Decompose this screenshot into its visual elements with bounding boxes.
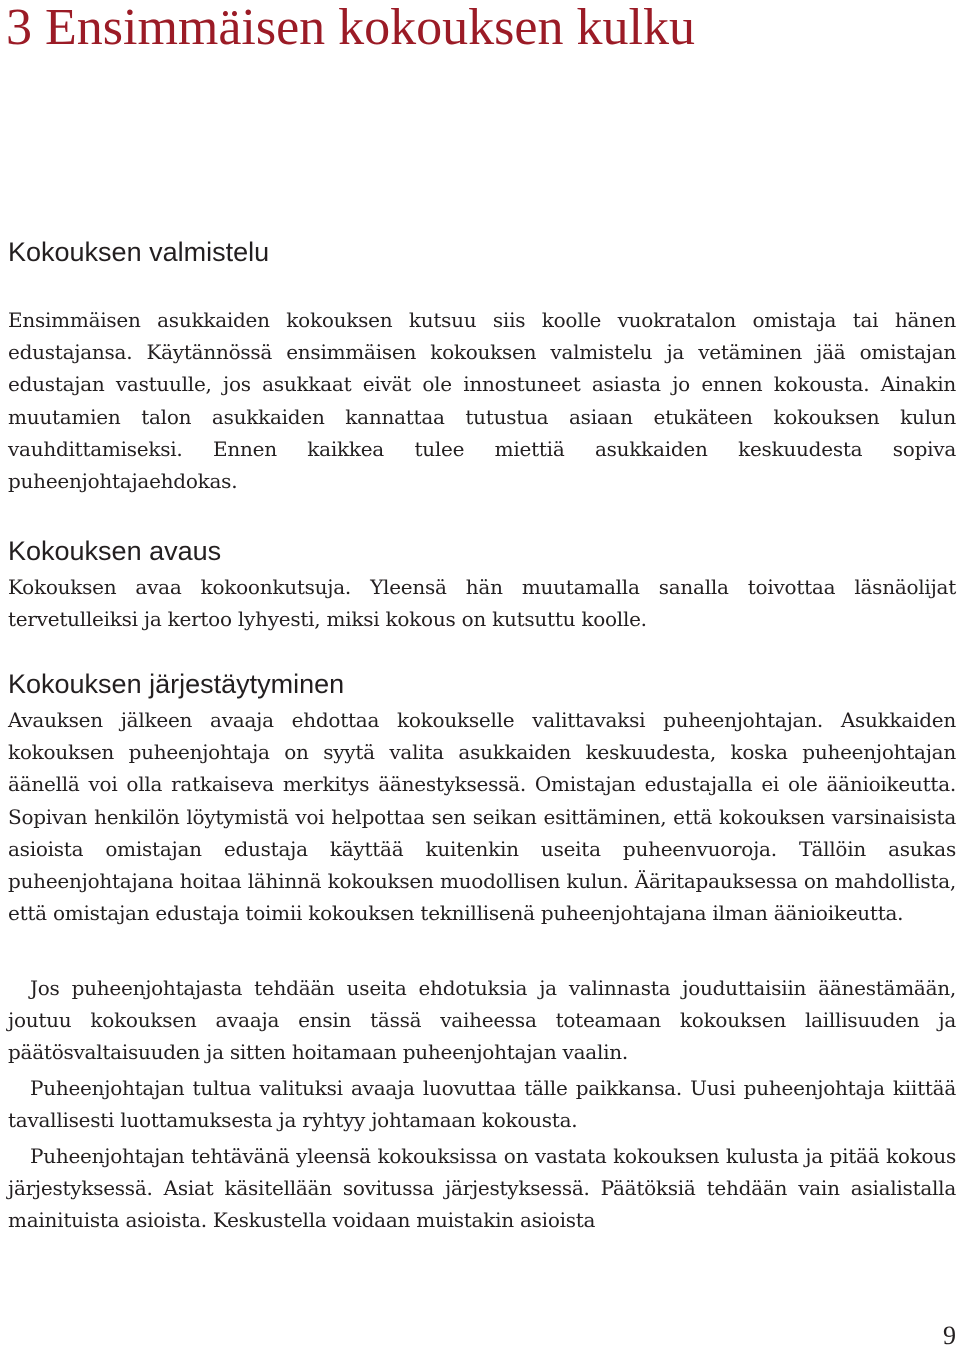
section-heading-jarjestaytyminen: Kokouksen järjestäytyminen <box>8 669 345 699</box>
chapter-title: 3 Ensimmäisen kokouksen kulku <box>6 0 695 56</box>
section-heading-valmistelu: Kokouksen valmistelu <box>8 237 270 267</box>
section-heading-avaus: Kokouksen avaus <box>8 536 222 566</box>
paragraph-avaus: Kokouksen avaa kokoonkutsuja. Yleensä hän muutamalla sanalla toivottaa läsnäolijat tervetulleiksi ja kertoo lyhyesti, miksi kokous on kutsuttu koolle. <box>8 575 956 632</box>
paragraph-jarjestaytyminen-4: Puheenjohtajan tehtävänä yleensä kokouksissa on vastata kokouksen kulusta ja pitää kokous järjestyksessä. Asiat käsitellään sovitussa järjestyksessä. Päätöksiä tehdään vain asialistalla mainituista asioista. Keskustella voidaan muistakin asioista <box>8 1144 956 1233</box>
paragraph-valmistelu: Ensimmäisen asukkaiden kokouksen kutsuu siis koolle vuokratalon omistaja tai hänen edustajansa. Käytännössä ensimmäisen kokouksen valmistelu ja vetäminen jää omistajan edustajan vastuulle, jos asukkaat eivät ole innostuneet asiasta jo ennen kokousta. Ainakin muutamien talon asukkaiden kannattaa tutustua asiaan etukäteen kokouksen kulun vauhdittamiseksi. Ennen kaikkea tulee miettiä asukkaiden keskuudesta sopiva puheenjohtajaehdokas. <box>8 308 956 494</box>
paragraph-jarjestaytyminen-3: Puheenjohtajan tultua valituksi avaaja luovuttaa tälle paikkansa. Uusi puheenjohtaja kiittää tavallisesti luottamuksesta ja ryhtyy johtamaan kokousta. <box>8 1076 956 1133</box>
paragraph-jarjestaytyminen-2: Jos puheenjohtajasta tehdään useita ehdotuksia ja valinnasta jouduttaisiin äänestämään, joutuu kokouksen avaaja ensin tässä vaiheessa toteamaan kokouksen laillisuuden ja päätösvaltaisuuden ja sitten hoitamaan puheenjohtajan vaalin. <box>8 976 956 1065</box>
paragraph-jarjestaytyminen-1: Avauksen jälkeen avaaja ehdottaa kokoukselle valittavaksi puheenjohtajan. Asukkaiden kokouksen puheenjohtaja on syytä valita asukkaiden keskuudesta, koska puheenjohtajan äänellä voi olla ratkaiseva merkitys äänestyksessä. Omistajan edustajalla ei ole äänioikeutta. Sopivan henkilön löytymistä voi helpottaa sen seikan esittäminen, että kokouksen varsinaisista asioista omistajan edustaja käyttää kuitenkin useita puheenvuoroja. Tällöin asukas puheenjohtajana hoitaa lähinnä kokouksen muodollisen kulun. Ääritapauksessa on mahdollista, että omistajan edustaja toimii kokouksen teknillisenä puheenjohtajana ilman äänioikeutta. <box>8 708 956 926</box>
page-number: 9 <box>943 1321 956 1350</box>
